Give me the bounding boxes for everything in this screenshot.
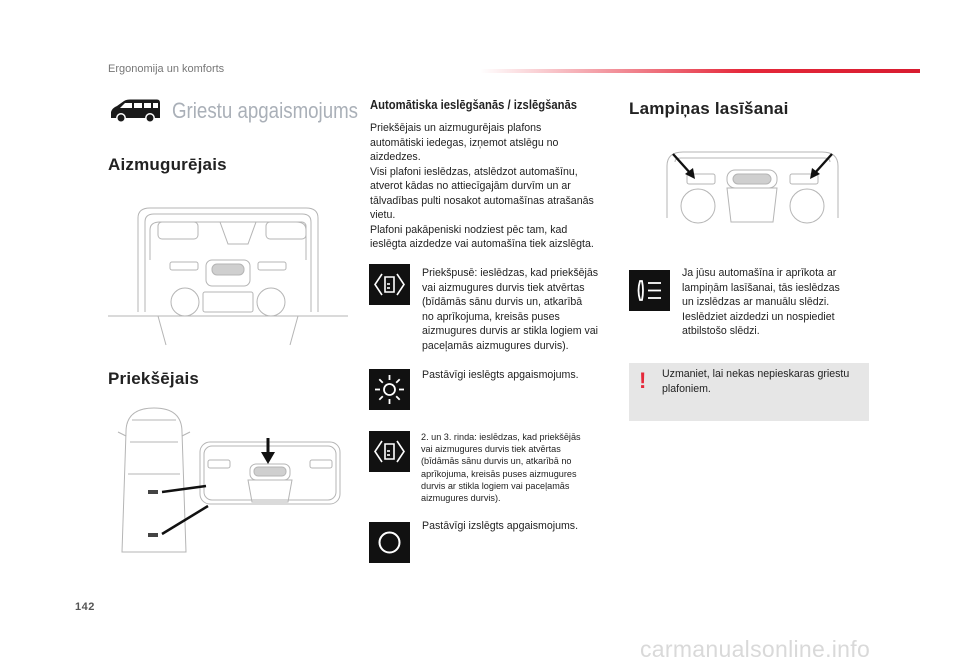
- auto-lighting-intro: [370, 121, 615, 252]
- item-line: Pastāvīgi izslēgts apgaismojums.: [422, 520, 579, 532]
- door-sensor-icon: [369, 431, 410, 472]
- item-line: aprīkojuma, kreisās puses aizmugures: [421, 468, 577, 480]
- intro-line: Plafoni pakāpeniski nodziest pēc tam, kad: [370, 223, 568, 236]
- reading-lamps-heading: Lampiņas lasīšanai: [629, 99, 789, 118]
- section-header-label: Ergonomija un komforts: [108, 63, 225, 75]
- reading-line: Ieslēdziet aizdedzi un nospiediet: [682, 310, 835, 323]
- reading-lamp-icon: [629, 270, 670, 311]
- intro-line: vietu.: [370, 209, 396, 221]
- always-off-text: [422, 519, 617, 534]
- rear-ceiling-light-illustration: [108, 200, 348, 350]
- warning-line: Uzmaniet, lai nekas nepieskaras griestu: [662, 368, 850, 380]
- reading-lamps-illustration: [665, 148, 840, 230]
- intro-line: tālvadības pulti nosakot automašīnas atrašanās: [370, 194, 594, 207]
- intro-line: atverot kādas no attiecīgajām durvīm un ar: [370, 180, 571, 192]
- intro-line: Visi plafoni ieslēdzas, atslēdzot automašīnu,: [370, 165, 578, 178]
- circle-off-icon: [369, 522, 410, 563]
- item-line: aizmugures durvis ar stikla logiem vai: [422, 325, 599, 337]
- item-line: paceļamās aizmugures durvis).: [422, 339, 569, 352]
- rear-heading: Aizmugurējais: [108, 155, 227, 174]
- door-sensor-front-text: [422, 266, 617, 353]
- reading-line: lampiņām lasīšanai, tās ieslēdzas: [682, 281, 840, 294]
- warning-text: [662, 367, 867, 396]
- van-icon: [108, 98, 162, 124]
- item-line: no aprīkojuma, kreisās puses: [422, 310, 560, 323]
- header-accent-rule: [480, 69, 920, 73]
- auto-lighting-heading: Automātiska ieslēgšanās / izslēgšanās: [370, 98, 577, 112]
- warning-line: plafoniem.: [662, 382, 711, 395]
- item-line: (bīdāmās sānu durvis un, atkarībā: [422, 296, 583, 308]
- reading-line: un izslēdzas ar manuālu slēdzi.: [682, 296, 830, 308]
- item-line: 2. un 3. rinda: ieslēdzas, kad priekšējās: [421, 432, 581, 443]
- warning-exclamation-icon: !: [639, 368, 647, 393]
- item-line: durvis ar stikla logiem vai paceļamās: [421, 480, 570, 492]
- site-watermark: carmanualsonline.info: [640, 636, 871, 662]
- item-line: (bīdāmās sānu durvis un, atkarībā no: [421, 456, 572, 468]
- item-line: Priekšpusē: ieslēdzas, kad priekšējās: [422, 267, 599, 279]
- item-line: Pastāvīgi ieslēgts apgaismojums.: [422, 369, 579, 381]
- intro-line: automātiski iedegas, izņemot atslēgu no: [370, 136, 559, 149]
- front-ceiling-light-illustration: [108, 402, 348, 557]
- intro-line: Priekšējais un aizmugurējais plafons: [370, 122, 542, 134]
- always-on-text: [422, 368, 617, 383]
- reading-line: Ja jūsu automašīna ir aprīkota ar: [682, 267, 837, 279]
- item-line: aizmugures durvis).: [421, 493, 501, 505]
- reading-lamps-text: [682, 266, 867, 339]
- intro-line: aizdedzes.: [370, 151, 421, 163]
- door-sensor-rear-text: [421, 432, 611, 505]
- door-sensor-icon: [369, 264, 410, 305]
- item-line: vai aizmugures durvis tiek atvērtas: [422, 281, 585, 294]
- page-title: Griestu apgaismojums: [172, 98, 359, 123]
- item-line: vai aizmugures durvis tiek atvērtas: [421, 444, 561, 456]
- reading-line: atbilstošo slēdzi.: [682, 325, 760, 337]
- intro-line: ieslēgta aizdedze vai automašīna tiek aizslēgta.: [370, 238, 594, 250]
- front-heading: Priekšējais: [108, 369, 200, 388]
- sun-icon: [369, 369, 410, 410]
- page-number: 142: [75, 601, 95, 613]
